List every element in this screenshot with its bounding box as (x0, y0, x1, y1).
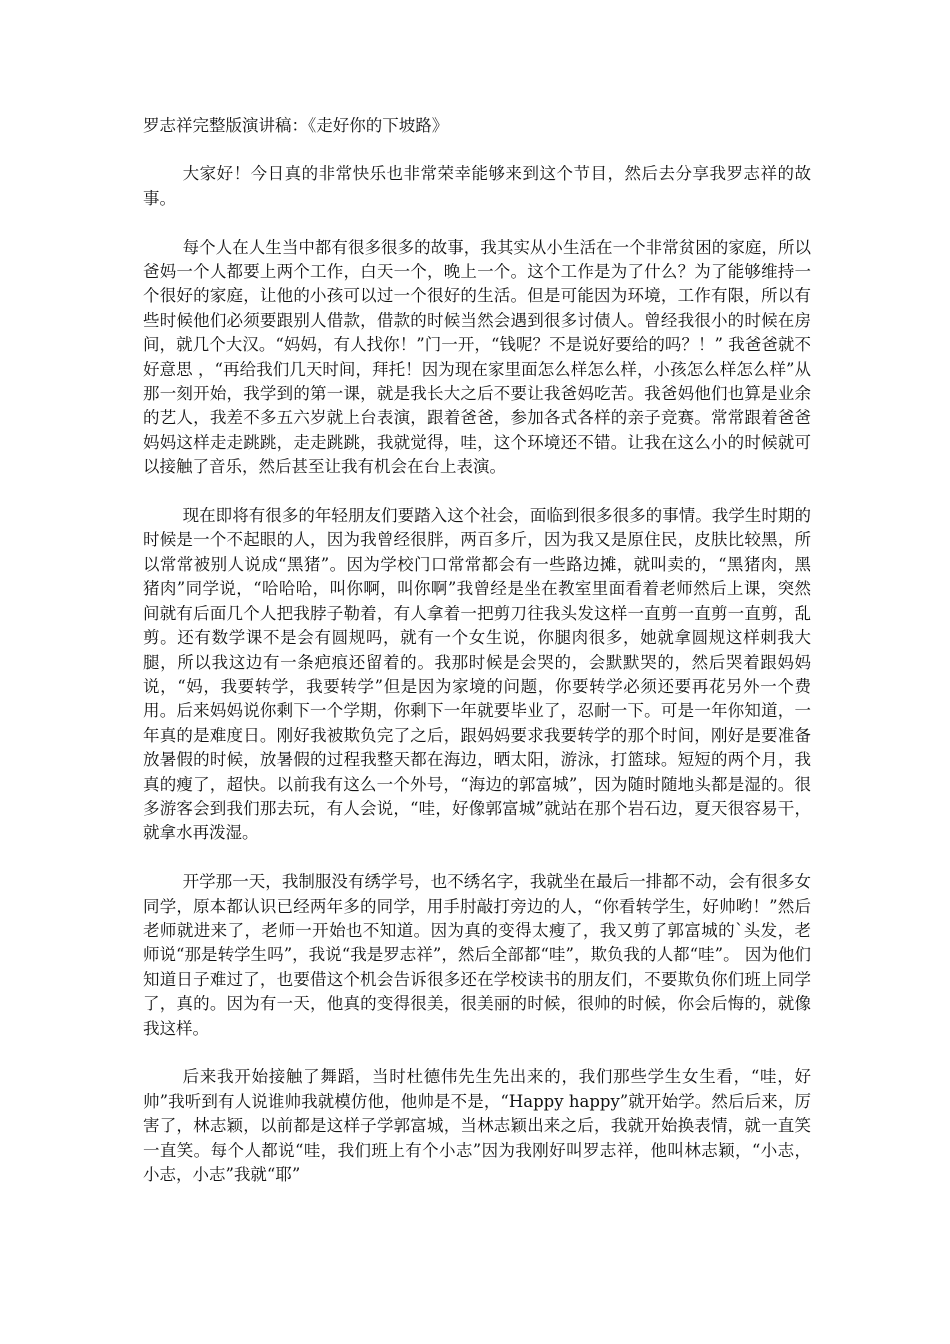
paragraph-school-bullying: 现在即将有很多的年轻朋友们要踏入这个社会，面临到很多很多的事情。我学生时期的时候是一个不起眼的人，因为我曾经很胖，两百多斤，因为我又是原住民，皮肤比较黑，所以常常被别人说成“黑猪”。因为学校门口常常都会有一些路边摊，就叫卖的，“黑猪肉，黑猪肉”同学说，“哈哈哈，叫你啊，叫你啊”我曾经是坐在教室里面看着老师然后上课，突然间就有后面几个人把我脖子勒着，有人拿着一把剪刀往我头发这样一直剪一直剪一直剪，乱剪。还有数学课不是会有圆规吗，就有一个女生说，你腿肉很多，她就拿圆规这样刺我大腿，所以我这边有一条疤痕还留着的。我那时候是会哭的，会默默哭的，然后哭着跟妈妈说，“妈，我要转学，我要转学”但是因为家境的问题，你要转学必须还要再花另外一个费用。后来妈妈说你剩下一个学期，你剩下一年就要毕业了，忍耐一下。可是一年你知道，一年真的是难度日。刚好我被欺负完了之后，跟妈妈要求我要转学的那个时间，刚好是要准备放暑假的时候，放暑假的过程我整天都在海边，晒太阳，游泳，打篮球。短短的两个月，我真的瘦了，超快。以前我有这么一个外号，“海边的郭富城”，因为随时随地头都是湿的。很多游客会到我们那去玩，有人会说，“哇，好像郭富城”就站在那个岩石边，夏天很容易干，就拿水再泼湿。 (143, 506, 811, 843)
paragraph-transfer-student: 开学那一天，我制服没有绣学号，也不绣名字，我就坐在最后一排都不动，会有很多女同学，原本都认识已经两年多的同学，用手肘敲打旁边的人，“你看转学生，好帅哟！”然后老师就进来了，老师一开始也不知道。因为真的变得太瘦了，我又剪了郭富城的`头发，老师说“那是转学生吗”，我说“我是罗志祥”，然后全部都“哇”，欺负我的人都“哇”。 因为他们知道日子难过了，也要借这个机会告诉很多还在学校读书的朋友们，不要欺负你们班上同学了，真的。因为有一天，他真的变得很美，很美丽的时候，很帅的时候，你会后悔的，就像我这样。 (143, 872, 811, 1038)
paragraph-dance: 后来我开始接触了舞蹈，当时杜德伟先生先出来的，我们那些学生女生看，“哇，好帅”我听到有人说谁帅我就模仿他，他帅是不是，“Happy happy”就开始学。然后后来，厉害了，林志颖，以前都是这样子学郭富城，当林志颖出来之后，我就开始换表情，就一直笑一直笑。每个人都说“哇，我们班上有个小志”因为我刚好叫罗志祥，他叫林志颖，“小志，小志，小志”我就“耶” (143, 1067, 811, 1184)
paragraph-greeting: 大家好！今日真的非常快乐也非常荣幸能够来到这个节目，然后去分享我罗志祥的故事。 (143, 164, 811, 208)
document-body (143, 114, 811, 1212)
paragraph-childhood: 每个人在人生当中都有很多很多的故事，我其实从小生活在一个非常贫困的家庭，所以爸妈一个人都要上两个工作，白天一个，晚上一个。这个工作是为了什么？为了能够维持一个很好的家庭，让他的小孩可以过一个很好的生活。但是可能因为环境，工作有限，所以有些时候他们必须要跟别人借款，借款的时候当然会遇到很多讨债人。曾经我很小的时候在房间，就几个大汉。“妈妈，有人找你！”门一开，“钱呢？不是说好要给的吗？！” 我爸爸就不好意思 ，“再给我们几天时间，拜托！因为现在家里面怎么样怎么样，小孩怎么样怎么样”从那一刻开始，我学到的第一课，就是我长大之后不要让我爸妈吃苦。我爸妈他们也算是业余的艺人，我差不多五六岁就上台表演，跟着爸爸，参加各式各样的亲子竞赛。常常跟着爸爸妈妈这样走走跳跳，走走跳跳，我就觉得，哇，这个环境还不错。让我在这么小的时候就可以接触了音乐，然后甚至让我有机会在台上表演。 (143, 237, 811, 477)
document-title: 罗志祥完整版演讲稿：《走好你的下坡路》 (143, 116, 449, 135)
